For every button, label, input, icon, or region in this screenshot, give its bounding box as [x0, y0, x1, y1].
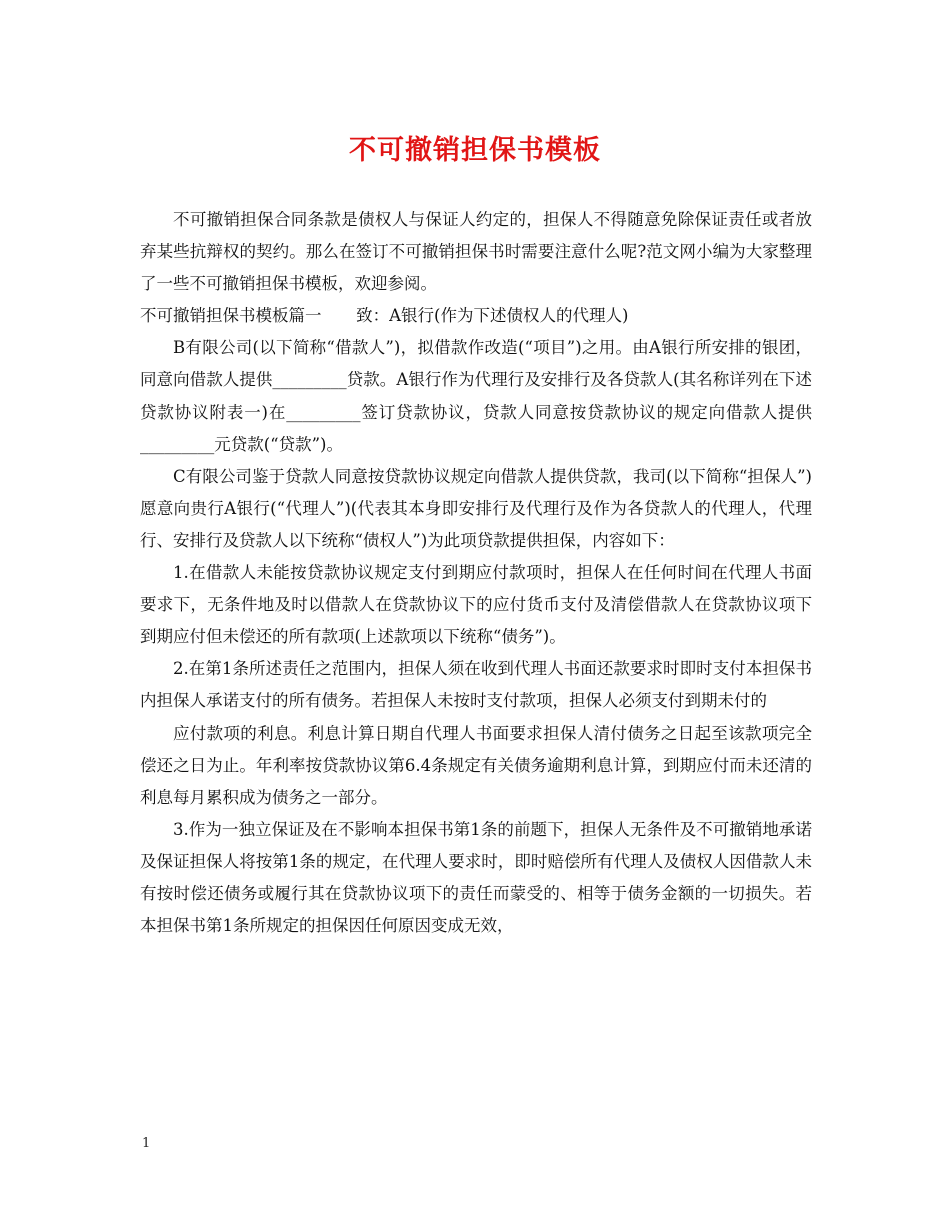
- section-label: 不可撤销担保书模板篇一: [140, 306, 322, 326]
- paragraph-guarantor: C有限公司鉴于贷款人同意按贷款协议规定向借款人提供贷款，我司(以下简称“担保人”)愿意向贵行A银行(“代理人”)(代表其本身即安排行及代理行及作为各贷款人的代理人，代理行、安排行及贷款人以下统称“债权人”)为此项贷款提供担保，内容如下：: [140, 466, 812, 550]
- clause-2: 2.在第1条所述责任之范围内，担保人须在收到代理人书面还款要求时即时支付本担保书内担保人承诺支付的所有债务。若担保人未按时支付款项，担保人必须支付到期未付的: [140, 659, 812, 711]
- clause-3: 3.作为一独立保证及在不影响本担保书第1条的前题下，担保人无条件及不可撤销地承诺及保证担保人将按第1条的规定，在代理人要求时，即时赔偿所有代理人及债权人因借款人未有按时偿还债务或履行其在贷款协议项下的责任而蒙受的、相等于债务金额的一切损失。若本担保书第1条所规定的担保因任何原因变成无效，: [140, 819, 812, 936]
- paragraph-borrower: B有限公司(以下简称“借款人”)，拟借款作改造(“项目”)之用。由A银行所安排的银团，同意向借款人提供_________贷款。A银行作为代理行及安排行及各贷款人(其名称详列在下述贷款协议附表一)在_________签订贷款协议，贷款人同意按贷款协议的规定向借款人提供_________元贷款(“贷款”)。: [140, 338, 812, 454]
- intro-paragraph: 不可撤销担保合同条款是债权人与保证人约定的，担保人不得随意免除保证责任或者放弃某些抗辩权的契约。那么在签订不可撤销担保书时需要注意什么呢?范文网小编为大家整理了一些不可撤销担保书模板，欢迎参阅。: [140, 210, 812, 294]
- page-number: 1: [142, 1136, 151, 1151]
- section-heading-line: [140, 300, 812, 332]
- document-body: [140, 204, 812, 942]
- addressee: 致：A银行(作为下述债权人的代理人): [356, 306, 629, 326]
- clause-2-continued: 应付款项的利息。利息计算日期自代理人书面要求担保人清付债务之日起至该款项完全偿还之日为止。年利率按贷款协议第6.4条规定有关债务逾期利息计算，到期应付而未还清的利息每月累积成为债务之一部分。: [140, 723, 812, 807]
- clause-1: 1.在借款人未能按贷款协议规定支付到期应付款项时，担保人在任何时间在代理人书面要求下，无条件地及时以借款人在贷款协议下的应付货币支付及清偿借款人在贷款协议项下到期应付但未偿还的所有款项(上述款项以下统称“债务”)。: [140, 563, 812, 647]
- document-title: 不可撤销担保书模板: [349, 135, 601, 166]
